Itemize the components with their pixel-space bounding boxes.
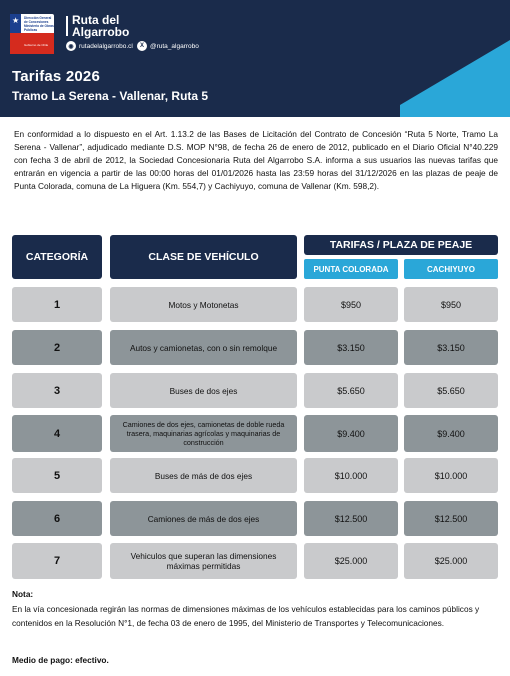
header-category: CATEGORÍA <box>12 235 102 279</box>
row-price-punta: $9.400 <box>304 415 398 452</box>
row-category: 6 <box>12 501 102 536</box>
row-vehicle-class: Vehiculos que superan las dimensiones máximas permitidas <box>110 543 297 579</box>
x-link[interactable] <box>137 41 199 51</box>
row-category: 7 <box>12 543 102 579</box>
web-icon: ◉ <box>66 41 76 51</box>
x-icon: X <box>137 41 147 51</box>
row-category: 2 <box>12 330 102 365</box>
brand-divider <box>66 16 68 36</box>
page-subtitle: Tramo La Serena - Vallenar, Ruta 5 <box>12 89 209 103</box>
row-vehicle-class: Motos y Motonetas <box>110 287 297 322</box>
header-vehicle-class: CLASE DE VEHÍCULO <box>110 235 297 279</box>
header-punta-colorada: PUNTA COLORADA <box>304 259 398 279</box>
row-price-cachiyuyo: $3.150 <box>404 330 498 365</box>
note-body: En la vía concesionada regirán las normas de dimensiones máximas de los vehículos establecidas para los caminos públicos y contenidos en la Resolución N°1, de fecha 03 de enero de 1995, del Ministerio de Transportes y Telecomunicaciones. <box>12 604 480 628</box>
header-tariffs: TARIFAS / PLAZA DE PEAJE <box>304 235 498 255</box>
row-price-cachiyuyo: $5.650 <box>404 373 498 408</box>
row-vehicle-class: Buses de más de dos ejes <box>110 458 297 493</box>
row-price-punta: $12.500 <box>304 501 398 536</box>
row-price-punta: $5.650 <box>304 373 398 408</box>
row-category: 1 <box>12 287 102 322</box>
row-vehicle-class: Autos y camionetas, con o sin remolque <box>110 330 297 365</box>
row-price-punta: $10.000 <box>304 458 398 493</box>
header-cachiyuyo: CACHIYUYO <box>404 259 498 279</box>
row-price-punta: $950 <box>304 287 398 322</box>
row-vehicle-class: Buses de dos ejes <box>110 373 297 408</box>
row-vehicle-class: Camiones de más de dos ejes <box>110 501 297 536</box>
brand-name: Ruta del Algarrobo <box>72 13 130 39</box>
gov-logo-subtext: Gobierno de Chile <box>24 43 49 47</box>
row-price-cachiyuyo: $9.400 <box>404 415 498 452</box>
row-price-punta: $3.150 <box>304 330 398 365</box>
government-logo: ★ Dirección General de Concesiones Ministerio de Obras Públicas Gobierno de Chile <box>10 14 54 54</box>
row-price-cachiyuyo: $12.500 <box>404 501 498 536</box>
website-link[interactable] <box>66 41 133 51</box>
payment-method: Medio de pago: efectivo. <box>12 655 109 665</box>
page-title: Tarifas 2026 <box>12 68 101 85</box>
x-handle-text: @ruta_algarrobo <box>150 42 199 50</box>
row-price-punta: $25.000 <box>304 543 398 579</box>
note-title: Nota: <box>12 589 34 599</box>
website-text: rutadelalgarrobo.cl <box>79 42 133 50</box>
decorative-triangle <box>400 0 510 117</box>
header-banner <box>0 0 510 117</box>
row-category: 5 <box>12 458 102 493</box>
row-vehicle-class: Camiones de dos ejes, camionetas de doble rueda trasera, maquinarias agrícolas y maquinarias de construcción <box>110 415 297 452</box>
row-category: 3 <box>12 373 102 408</box>
row-price-cachiyuyo: $10.000 <box>404 458 498 493</box>
row-category: 4 <box>12 415 102 452</box>
intro-paragraph: En conformidad a lo dispuesto en el Art. 1.13.2 de las Bases de Licitación del Contrato de Concesión “Ruta 5 Norte, Tramo La Serena - Vallenar”, adjudicado mediante D.S. MOP N°98, de fecha 26 de enero de 2012, publicado en el Diario Oficial N°40.229 con fecha 3 de abril de 2012, la Sociedad Concesionaria Ruta del Algarrobo S.A. informa a sus usuarios las nuevas tarifas que entrarán en vigencia a partir de las 00:00 horas del 01/01/2026 hasta las 23:59 horas del 31/12/2026 en las plazas de peaje de Punta Colorada, comuna de La Higuera (Km. 554,7) y Cachiyuyo, comuna de Vallenar (Km. 598,2). <box>14 129 498 191</box>
gov-logo-text: Dirección General de Concesiones Ministerio de Obras Públicas <box>24 16 54 32</box>
row-price-cachiyuyo: $25.000 <box>404 543 498 579</box>
row-price-cachiyuyo: $950 <box>404 287 498 322</box>
